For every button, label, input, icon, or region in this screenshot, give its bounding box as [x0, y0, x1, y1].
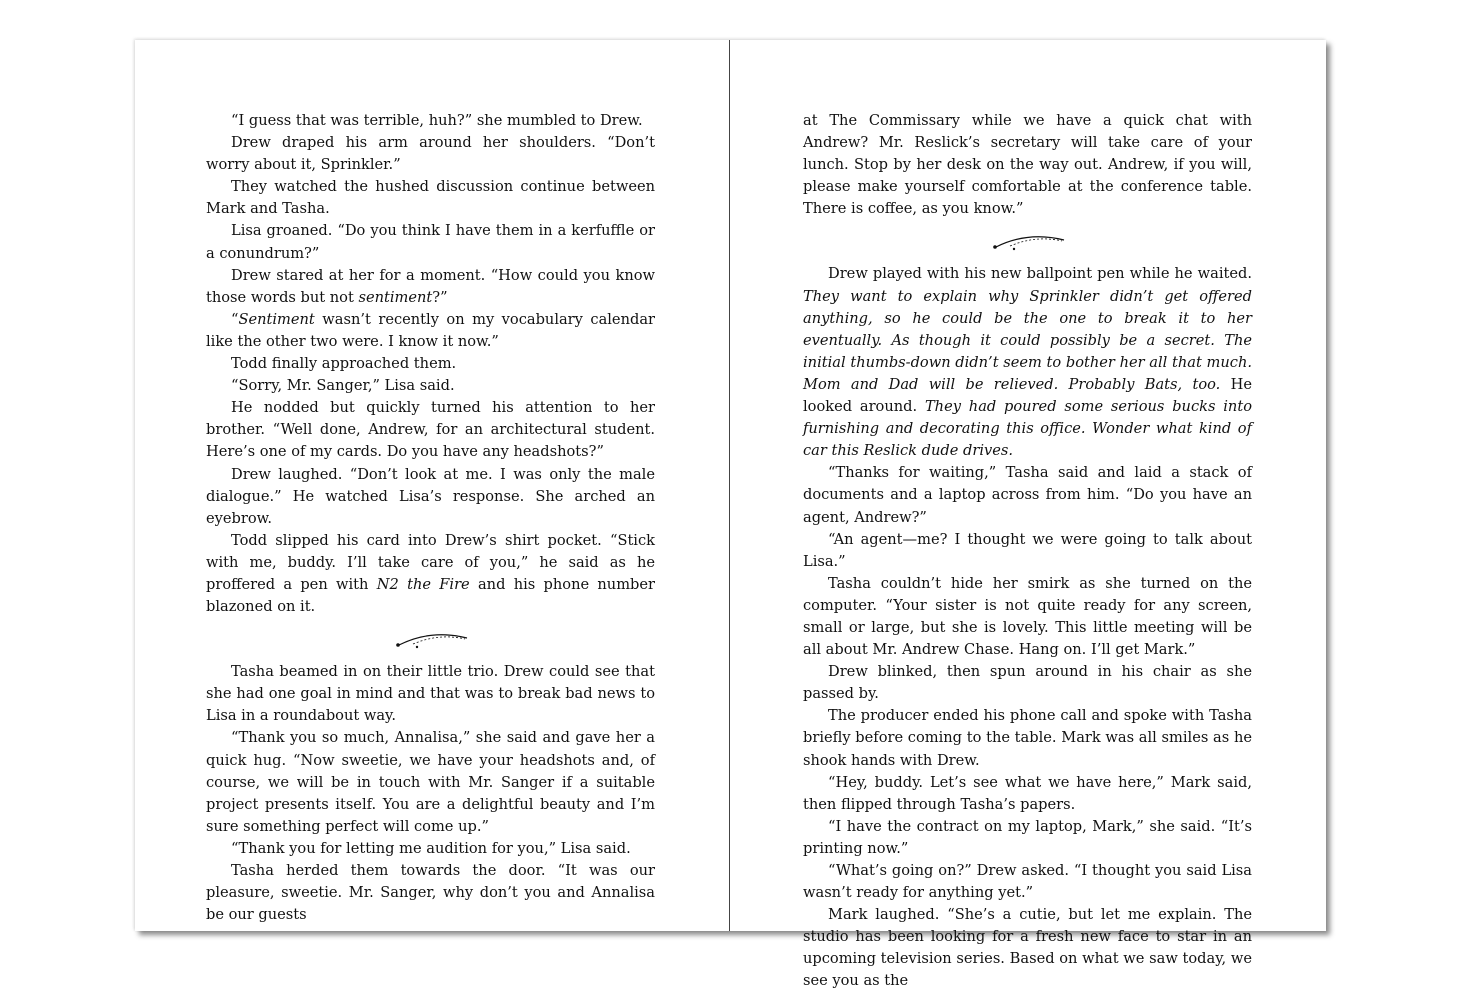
paragraph — [206, 176, 655, 220]
text-run: Lisa groaned. “Do you think I have them in a kerfuffle or a conundrum?” — [206, 222, 655, 262]
shooting-star-ornament-icon — [206, 618, 655, 661]
paragraph — [206, 838, 655, 860]
italic-text: N2 the Fire — [376, 575, 470, 593]
text-run: Todd slipped his card into Drew’s shirt pocket. “Stick with me, buddy. I’ll take care of you,” he said as he proffered a pen with — [206, 531, 655, 593]
text-run: “An agent—me? I thought we were going to talk about Lisa.” — [803, 530, 1252, 570]
text-run: “Hey, buddy. Let’s see what we have here,” Mark said, then flipped through Tasha’s papers. — [803, 773, 1252, 813]
paragraph — [803, 904, 1252, 992]
text-run: Tasha couldn’t hide her smirk as she turned on the computer. “Your sister is not quite ready for any screen, small or large, but she is lovely. This little meeting will be all about Mr. Andrew Chase. Hang on. I’ll get Mark.” — [803, 574, 1252, 659]
text-run: “Thank you for letting me audition for you,” Lisa said. — [231, 839, 631, 857]
paragraph — [206, 110, 655, 132]
left-page-section-b — [206, 661, 655, 926]
text-run: “What’s going on?” Drew asked. “I thought you said Lisa wasn’t ready for anything yet.” — [803, 862, 1252, 902]
paragraph — [206, 397, 655, 463]
italic-text: Sentiment — [238, 310, 315, 328]
page-gutter — [729, 40, 730, 931]
text-run: wasn’t recently on my vocabulary calendar like the other two were. I know it now.” — [206, 310, 655, 350]
paragraph — [206, 220, 655, 264]
paragraph — [206, 132, 655, 176]
paragraph — [803, 462, 1252, 528]
text-run: Tasha herded them towards the door. “It was our pleasure, sweetie. Mr. Sanger, why don’t you and Annalisa be our guests — [206, 862, 655, 924]
paragraph — [206, 353, 655, 375]
italic-text: They want to explain why Sprinkler didn’t get offered anything, so he could be the one to break it to her eventually. As though it could possibly be a secret. The initial thumbs-down didn’t seem to bother her all that much. Mom and Dad will be relieved. Probably Bats, too. — [803, 287, 1252, 393]
paragraph — [206, 464, 655, 530]
paragraph — [803, 573, 1252, 661]
paragraph — [803, 816, 1252, 860]
text-run: Tasha beamed in on their little trio. Drew could see that she had one goal in mind and that was to break bad news to Lisa in a roundabout way. — [206, 663, 655, 725]
italic-text: sentiment — [358, 288, 433, 306]
text-run: They watched the hushed discussion continue between Mark and Tasha. — [206, 178, 655, 218]
paragraph — [803, 772, 1252, 816]
text-run: Drew played with his new ballpoint pen while he waited. — [828, 265, 1252, 283]
text-run: Drew blinked, then spun around in his chair as she passed by. — [803, 663, 1252, 703]
paragraph — [206, 530, 655, 618]
right-page-section-b — [803, 263, 1252, 992]
paragraph — [206, 375, 655, 397]
text-run: at The Commissary while we have a quick chat with Andrew? Mr. Reslick’s secretary will take care of your lunch. Stop by her desk on the way out. Andrew, if you will, please make yourself comfortable at the conference table. There is coffee, as you know.” — [803, 112, 1252, 218]
right-page — [803, 110, 1252, 993]
paragraph — [803, 263, 1252, 462]
paragraph — [206, 265, 655, 309]
text-run: The producer ended his phone call and spoke with Tasha briefly before coming to the table. Mark was all smiles as he shook hands with Drew. — [803, 707, 1252, 769]
shooting-star-ornament-icon — [803, 220, 1252, 263]
text-run: “I have the contract on my laptop, Mark,” she said. “It’s printing now.” — [803, 817, 1252, 857]
italic-text: They had poured some serious bucks into furnishing and decorating this office. Wonder what kind of car this Reslick dude drives. — [803, 398, 1252, 460]
text-run: “Thank you so much, Annalisa,” she said and gave her a quick hug. “Now sweetie, we have your headshots and, of course, we will be in touch with Mr. Sanger if a suitable project presents itself. You are a delightful beauty and I’m sure something perfect will come up.” — [206, 729, 655, 835]
paragraph — [803, 661, 1252, 705]
text-run: “Thanks for waiting,” Tasha said and laid a stack of documents and a laptop across from him. “Do you have an agent, Andrew?” — [803, 464, 1252, 526]
paragraph — [206, 309, 655, 353]
paragraph — [803, 110, 1252, 220]
paragraph — [803, 860, 1252, 904]
text-run: “Sorry, Mr. Sanger,” Lisa said. — [231, 377, 455, 395]
paragraph — [803, 705, 1252, 771]
text-run: Drew stared at her for a moment. “How could you know those words but not — [206, 266, 655, 306]
paragraph — [206, 661, 655, 727]
text-run: He nodded but quickly turned his attention to her brother. “Well done, Andrew, for an architectural student. Here’s one of my cards. Do you have any headshots?” — [206, 399, 655, 461]
text-run: Todd finally approached them. — [231, 355, 457, 373]
text-run: “ — [231, 310, 239, 328]
text-run: “I guess that was terrible, huh?” she mumbled to Drew. — [231, 112, 643, 129]
text-run: and his phone number blazoned on it. — [206, 575, 656, 616]
paragraph — [803, 529, 1252, 573]
text-run: Drew draped his arm around her shoulders. “Don’t worry about it, Sprinkler.” — [206, 134, 655, 174]
left-page-section-a — [206, 110, 655, 618]
left-page — [206, 110, 655, 926]
paragraph — [206, 727, 655, 837]
book-spread — [135, 40, 1326, 990]
text-run: Drew laughed. “Don’t look at me. I was only the male dialogue.” He watched Lisa’s response. She arched an eyebrow. — [206, 465, 655, 527]
text-run: Mark laughed. “She’s a cutie, but let me explain. The studio has been looking for a fresh new face to star in an upcoming television series. Based on what we saw today, we see you as the — [803, 906, 1252, 990]
text-run: He looked around. — [803, 375, 1252, 416]
text-run: ?” — [432, 288, 448, 306]
right-page-section-a — [803, 110, 1252, 220]
paragraph — [206, 860, 655, 926]
